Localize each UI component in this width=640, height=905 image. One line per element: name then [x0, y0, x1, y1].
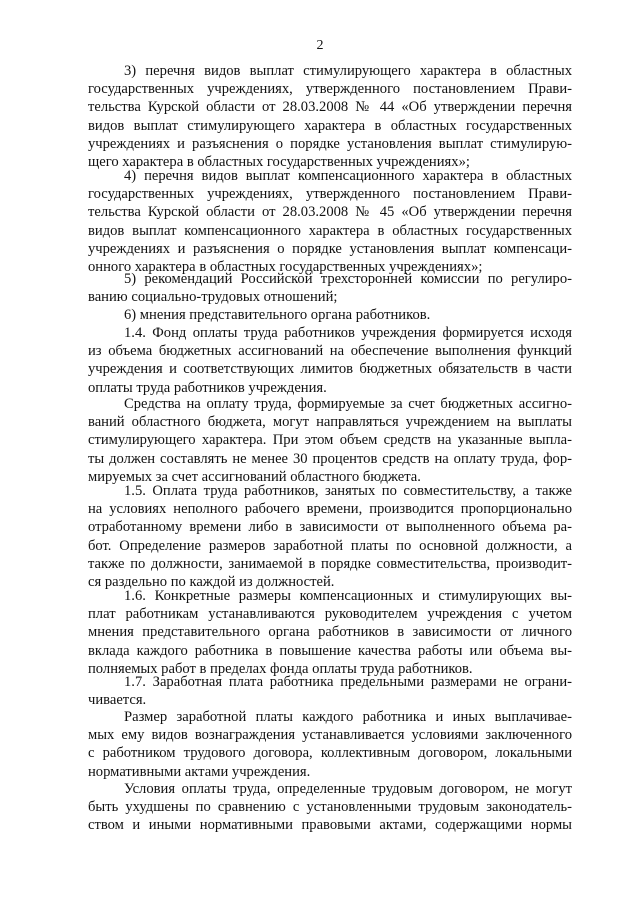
text-line: учреждениях и разъяснения о порядке установления выплат компенсаци- [88, 240, 572, 257]
text-line: плат работникам устанавливаются руководителем учреждения с учетом [88, 606, 572, 623]
text-line: видов выплат стимулирующего характера в областных государственных [88, 117, 572, 134]
text-line: ством и иными нормативными правовыми актами, содержащими нормы [88, 817, 572, 834]
text-line: тельства Курской области от 28.03.2008 № 44 «Об утверждении перечня [88, 99, 572, 116]
text-line: ты должен составлять не менее 30 процентов средств на оплату труда, фор- [88, 450, 572, 467]
text-line: чивается. [88, 692, 147, 709]
text-line: государственных учреждениях, утвержденного постановлением Прави- [88, 81, 572, 98]
text-line: Условия оплаты труда, определенные трудовым договором, не могут [124, 781, 572, 797]
text-line: Размер заработной платы каждого работника и иных выплачивае- [124, 709, 572, 725]
text-line: оплаты труда работников учреждения. [88, 379, 327, 396]
text-line: 1.7. Заработная плата работника предельными размерами не ограни- [124, 674, 572, 690]
text-line: ся раздельно по каждой из должностей. [88, 574, 335, 591]
text-line: учреждения и соответствующих лимитов бюджетных обязательств в части [88, 361, 572, 378]
paragraph-1-5 [88, 482, 572, 591]
text-line: Средства на оплату труда, формируемые за счет бюджетных ассигно- [124, 396, 572, 412]
paragraph-item-6 [88, 306, 572, 324]
text-line: щего характера в областных государственных учреждениях»; [88, 154, 470, 171]
text-line: учреждениях и разъяснения о порядке установления выплат стимулирую- [88, 135, 572, 152]
text-line: мируемых за счет ассигнований областного бюджета. [88, 468, 421, 485]
text-line: из объема бюджетных ассигнований на обеспечение выполнения функций [88, 343, 572, 360]
text-line: ванию социально-трудовых отношений; [88, 289, 338, 306]
text-line: 3) перечня видов выплат стимулирующего характера в областных [124, 63, 572, 79]
text-line: государственных учреждениях, утвержденного постановлением Прави- [88, 186, 572, 203]
paragraph-1-4 [88, 324, 572, 397]
paragraph-pay-conditions [88, 780, 572, 835]
text-line: 1.6. Конкретные размеры компенсационных и стимулирующих вы- [124, 588, 572, 604]
text-line: также по должности, занимаемой в порядке совместительства, производит- [88, 555, 572, 572]
text-line: 4) перечня видов выплат компенсационного характера в областных [124, 168, 572, 184]
text-line: полняемых работ в пределах фонда оплаты труда работников. [88, 660, 473, 677]
text-line: 6) мнения представительного органа работников. [124, 307, 431, 323]
text-line: видов выплат компенсационного характера в областных государственных [88, 222, 572, 239]
text-line: на условиях неполного рабочего времени, производится пропорционально [88, 501, 572, 518]
text-line: с работником трудового договора, коллективным договором, локальными [88, 745, 572, 762]
paragraph-1-6 [88, 587, 572, 678]
text-line: онного характера в областных государственных учреждениях»; [88, 259, 483, 276]
text-line: 5) рекомендаций Российской трехсторонней комиссии по регулиро- [124, 271, 572, 287]
text-line: отработанному времени либо в зависимости от выполненного объема ра- [88, 519, 572, 536]
text-line: тельства Курской области от 28.03.2008 № 45 «Об утверждении перечня [88, 204, 572, 221]
text-line: 1.5. Оплата труда работников, занятых по совместительству, а также [124, 483, 572, 499]
text-line: мых ему видов вознаграждения устанавливается условиями заключенного [88, 727, 572, 744]
text-line: нормативными актами учреждения. [88, 763, 311, 780]
text-line: мнения представительного органа работников в зависимости от личного [88, 624, 572, 641]
text-line: быть ухудшены по сравнению с установленными трудовым законодатель- [88, 799, 572, 816]
text-line: стимулирующего характера. При этом объем средств на указанные выпла- [88, 432, 572, 449]
page-number: 2 [316, 38, 324, 53]
paragraph-funds [88, 395, 572, 486]
text-line: вклада каждого работника в повышение качества работы или объема вы- [88, 642, 572, 659]
text-line: 1.4. Фонд оплаты труда работников учреждения формируется исходя [124, 325, 572, 341]
paragraph-item-3 [88, 62, 572, 171]
paragraph-salary-size [88, 708, 572, 781]
paragraph-item-5 [88, 270, 572, 306]
text-line: ваний областного бюджета, могут направляться учреждением на выплаты [88, 414, 572, 431]
text-line: бот. Определение размеров заработной платы по основной должности, а [88, 537, 572, 554]
paragraph-item-4 [88, 167, 572, 276]
paragraph-1-7 [88, 673, 572, 709]
